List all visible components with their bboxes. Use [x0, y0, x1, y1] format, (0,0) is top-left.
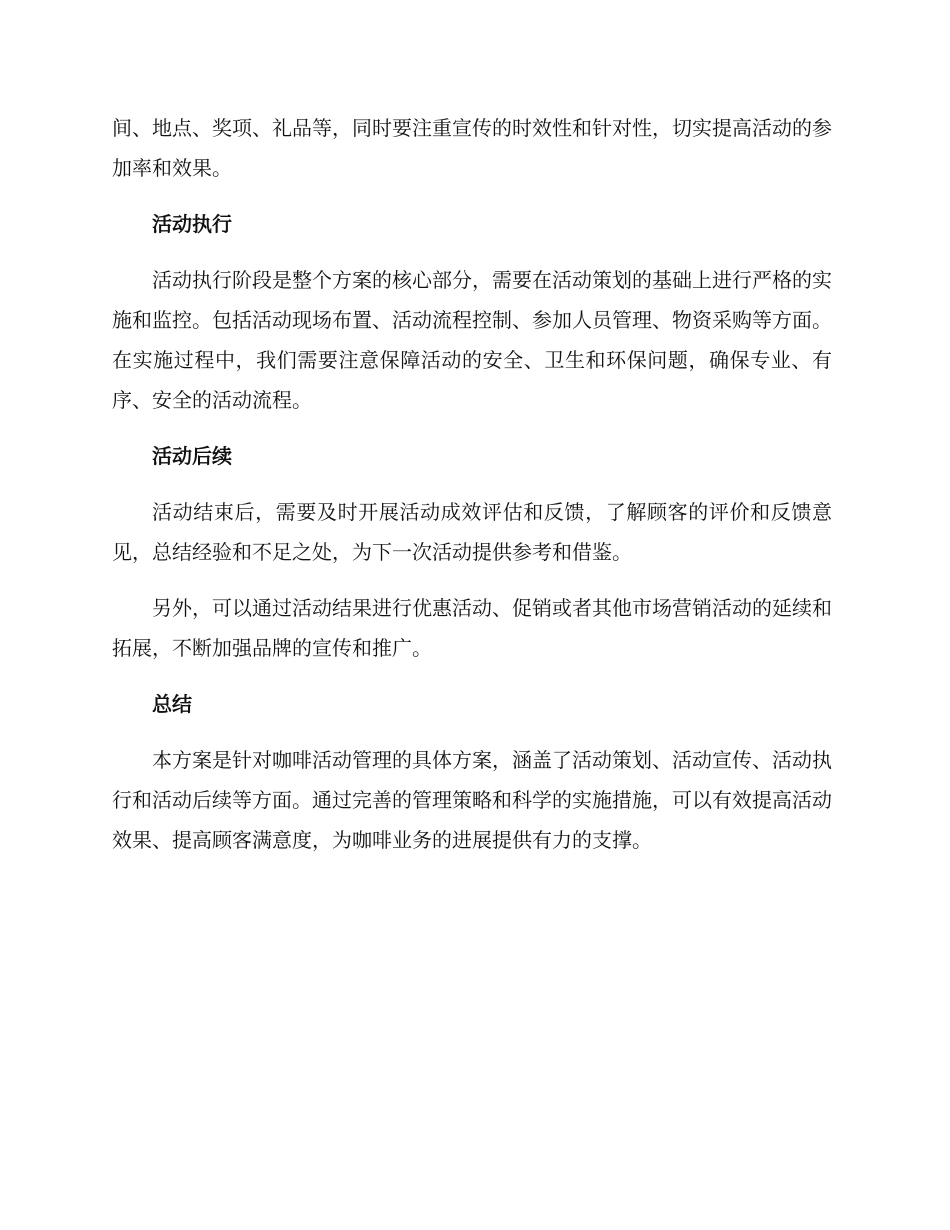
document-page — [112, 108, 832, 876]
intro-continuation-paragraph: 间、地点、奖项、礼品等，同时要注重宣传的时效性和针对性，切实提高活动的参加率和效果。 — [112, 116, 832, 180]
execution-paragraph: 活动执行阶段是整个方案的核心部分，需要在活动策划的基础上进行严格的实施和监控。包括活动现场布置、活动流程控制、参加人员管理、物资采购等方面。在实施过程中，我们需要注意保障活动的安全、卫生和环保问题，确保专业、有序、安全的活动流程。 — [112, 268, 832, 412]
followup-paragraph-2: 另外，可以通过活动结果进行优惠活动、促销或者其他市场营销活动的延续和拓展，不断加强品牌的宣传和推广。 — [112, 596, 832, 660]
section-heading-followup: 活动后续 — [152, 444, 232, 468]
followup-paragraph-1: 活动结束后，需要及时开展活动成效评估和反馈，了解顾客的评价和反馈意见，总结经验和不足之处，为下一次活动提供参考和借鉴。 — [112, 500, 832, 564]
section-heading-execution: 活动执行 — [152, 212, 232, 236]
section-heading-summary: 总结 — [152, 692, 192, 716]
summary-paragraph: 本方案是针对咖啡活动管理的具体方案，涵盖了活动策划、活动宣传、活动执行和活动后续等方面。通过完善的管理策略和科学的实施措施，可以有效提高活动效果、提高顾客满意度，为咖啡业务的进展提供有力的支撑。 — [112, 748, 832, 852]
